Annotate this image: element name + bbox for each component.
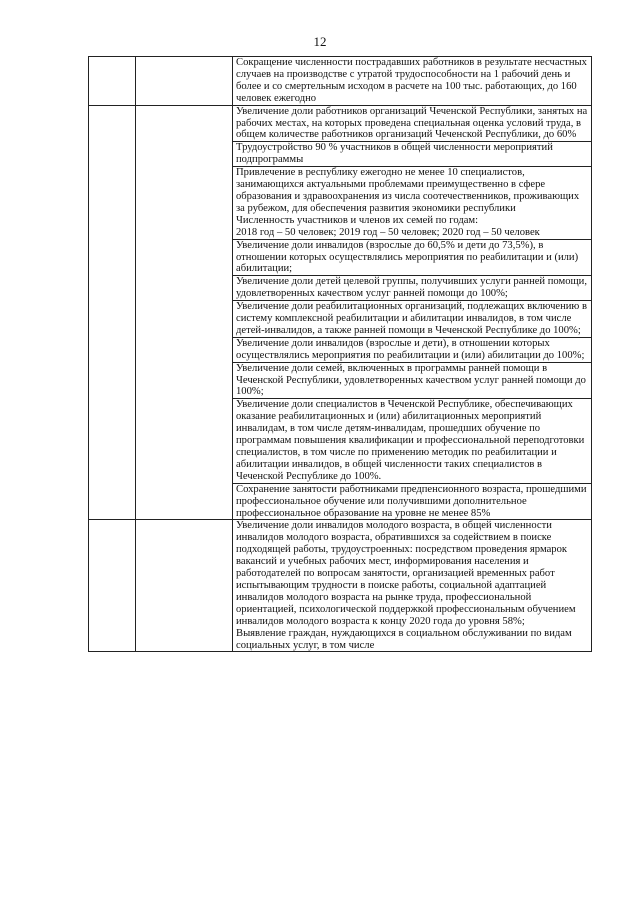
table-cell <box>89 362 136 399</box>
paragraph: Выявление граждан, нуждающихся в социальном обслуживании по видам социальных услуг, в том числе <box>236 627 572 651</box>
table-cell <box>136 483 233 520</box>
table-cell <box>89 142 136 167</box>
paragraph: Численность участников и членов их семей по годам: <box>236 214 479 226</box>
table-cell <box>89 399 136 483</box>
table-cell <box>89 57 136 106</box>
table-row <box>89 483 592 520</box>
table-row <box>89 57 592 106</box>
table-cell <box>136 520 233 652</box>
table-cell-text: Увеличение доли специалистов в Чеченской Республике, обеспечивающих оказание реабилитационных и (или) абилитационных мероприятий инвалидам, в том числе детям-инвалидам, прошедших обучение по программам повышения квалификации и профессиональной переподготовки специалистов, в том числе по применению методик по реабилитации и абилитации инвалидов, в общей численности таких специалистов в Чеченской Республике до 100%. <box>233 399 592 483</box>
paragraph: Привлечение в республику ежегодно не менее 10 специалистов, занимающихся актуальными проблемами преимущественно в сфере образования и здравоохранения из числа соотечественников, проживающих за рубежом, для обеспечения развития экономики республики <box>236 167 580 214</box>
table-cell-text: Увеличение доли инвалидов (взрослые до 60,5% и дети до 73,5%), в отношении которых осуществлялись мероприятия по реабилитации и (или) абилитации; <box>233 239 592 276</box>
table-cell-text: Увеличение доли семей, включенных в программы ранней помощи в Чеченской Республики, удовлетворенных качеством услуг ранней помощи до 100%; <box>233 362 592 399</box>
table-cell <box>89 276 136 301</box>
page-number: 12 <box>313 34 327 49</box>
table-cell <box>89 105 136 142</box>
table-cell <box>136 167 233 239</box>
table-cell <box>89 301 136 338</box>
table-cell <box>136 105 233 142</box>
table-cell <box>136 276 233 301</box>
table-cell-text: Увеличение доли инвалидов (взрослые и дети), в отношении которых осуществлялись мероприятия по реабилитации и (или) абилитации до 100%; <box>233 337 592 362</box>
table-row <box>89 337 592 362</box>
table-row <box>89 167 592 239</box>
table-cell <box>136 362 233 399</box>
table-row <box>89 239 592 276</box>
table-cell <box>89 520 136 652</box>
table-cell <box>136 301 233 338</box>
table-cell-text: Увеличение доли реабилитационных организаций, подлежащих включению в систему комплексной реабилитации и абилитации инвалидов, в том числе детей-инвалидов, а также ранней помощи в Чеченской Республике до 100%; <box>233 301 592 338</box>
table-cell <box>136 239 233 276</box>
table-cell <box>136 399 233 483</box>
table-cell <box>89 337 136 362</box>
table-row <box>89 105 592 142</box>
table-cell-text <box>233 520 592 652</box>
table-cell-text: Сокращение численности пострадавших работников в результате несчастных случаев на производстве с утратой трудоспособности на 1 рабочий день и более и со смертельным исходом в расчете на 100 тыс. работающих, до 160 человек ежегодно <box>233 57 592 106</box>
table-cell <box>89 239 136 276</box>
table-row <box>89 142 592 167</box>
table-cell-text: Трудоустройство 90 % участников в общей численности мероприятий подпрограммы <box>233 142 592 167</box>
table-cell <box>89 167 136 239</box>
table-cell-text: Сохранение занятости работниками предпенсионного возраста, прошедшими профессиональное обучение или получившими дополнительное профессиональное образование на уровне не менее 85% <box>233 483 592 520</box>
table-cell-text: Увеличение доли работников организаций Чеченской Республики, занятых на рабочих местах, на которых проведена специальная оценка условий труда, в общем количестве работников организаций Чеченской Республики, до 60% <box>233 105 592 142</box>
table-row <box>89 301 592 338</box>
table-row <box>89 276 592 301</box>
table-cell-text: Увеличение доли детей целевой группы, получивших услуги ранней помощи, удовлетворенных качеством услуг ранней помощи до 100%; <box>233 276 592 301</box>
table-cell-text <box>233 167 592 239</box>
table-cell <box>136 57 233 106</box>
table-row <box>89 362 592 399</box>
paragraph: 2018 год – 50 человек; 2019 год – 50 человек; 2020 год – 50 человек <box>236 226 540 238</box>
table-row <box>89 399 592 483</box>
table-row <box>89 520 592 652</box>
table-cell <box>136 142 233 167</box>
indicators-table <box>88 56 592 652</box>
table-cell <box>136 337 233 362</box>
table-cell <box>89 483 136 520</box>
paragraph: Увеличение доли инвалидов молодого возраста, в общей численности инвалидов молодого возраста, обратившихся за содействием в поиске подходящей работы, трудоустроенных: посредством проведения ярмарок вакансий и учебных рабочих мест, информирования населения и работодателей по вопросам занятости, организацией временных работ испытывающим трудности в поиске работы, социальной адаптацией инвалидов молодого возраста на рынке труда, профессиональной ориентацией, психологической поддержкой профессиональным обучением инвалидов молодого возраста к концу 2020 года до уровня 58%; <box>236 520 576 627</box>
